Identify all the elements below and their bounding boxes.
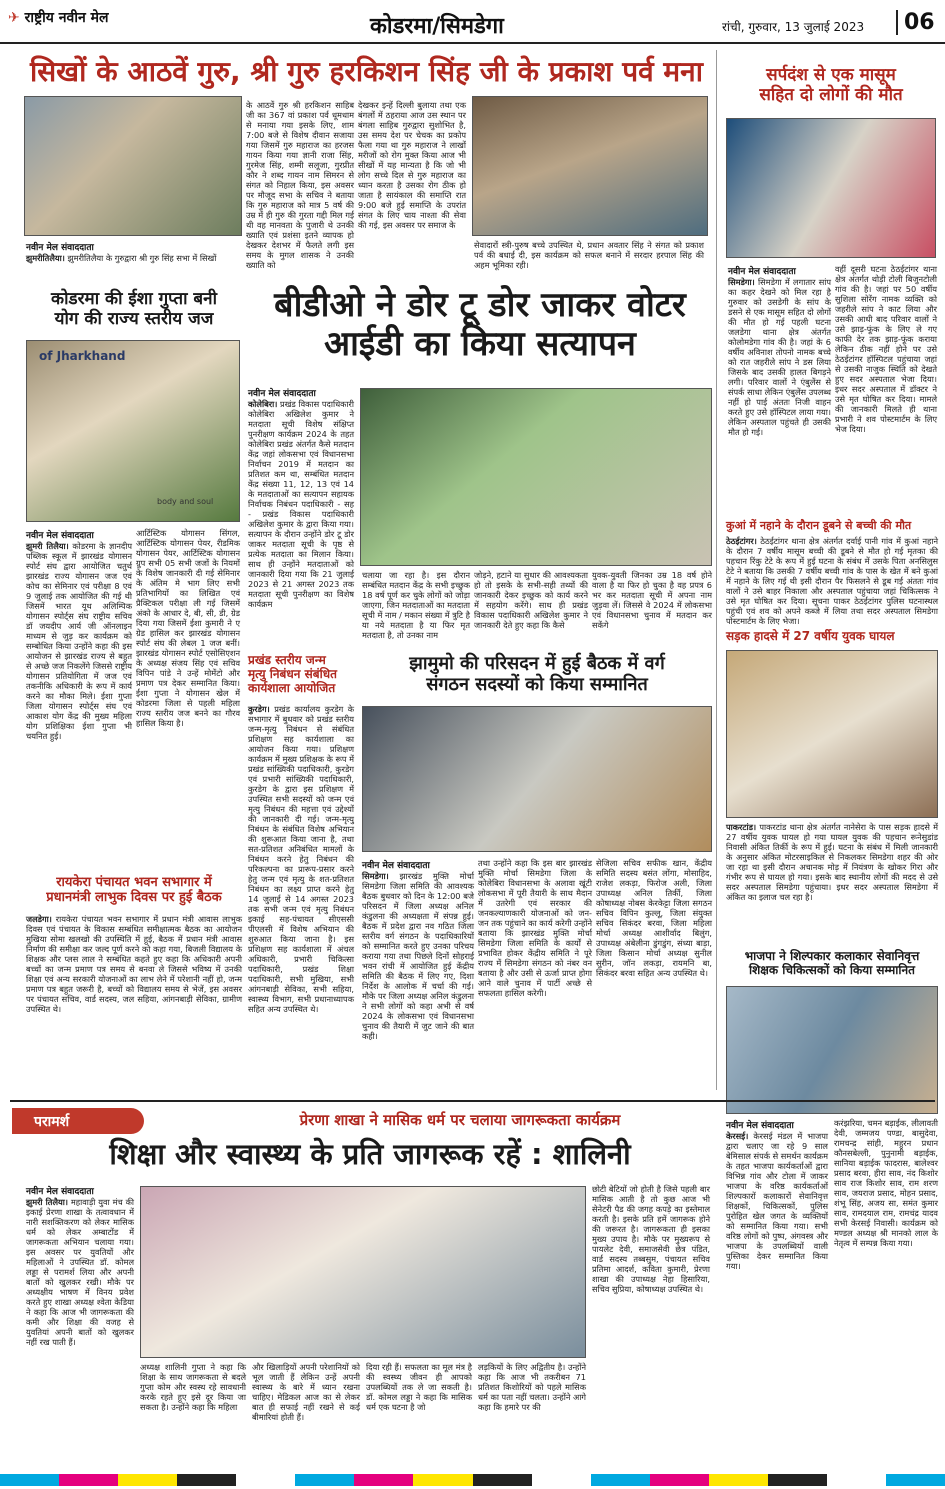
headline-line: सहित दो लोगों की मौत: [759, 84, 903, 105]
dateline: कुरडेग।: [248, 704, 270, 714]
story-shalini-col6: छोटी बेटियों जो होती है जिसे पहली बार मासिक आती है तो कुछ आज भी सेनेटरी पैड की जगह कपड़े का इस्तेमाल करती है। इसके प्रति हमें जागरूक होने की जरूरत है। जागरूकता ही इसका मुख्य उपाय है। मौके पर मुख्यरूप से पायलेट देवी, समाजसेवी छेत्र पंडित, वार्ड सदस्य तब्बसुम, पंचायत सचिव प्रतिमा आदर्श, कविता कुमारी, प्रेरणा शाखा की उपाध्यक्ष नेहा हिसारिया, सचिव सुप्रिया, कोषाध्यक्ष उपस्थित थे।: [592, 1184, 710, 1294]
story-workshop-body: [248, 704, 354, 1094]
byline: नवीन मेल संवाददाता: [26, 531, 94, 541]
dateline: जलडेगा।: [26, 914, 52, 924]
brand-name: नवीन मेल: [58, 10, 109, 26]
headline-accident: सड़क हादसे में 27 वर्षीय युवक घायल: [726, 629, 895, 643]
story-jmm-col1: [362, 858, 474, 1093]
story-accident-body: [726, 822, 938, 946]
story-shalini-col1: [26, 1184, 134, 1465]
body-text: रायकेरा पंचायत भवन सभागार में प्रधान मंत्री आवास लाभुक दिवस एवं पंचायत के विकास सम्बंधित समीक्षात्मक बैठक का आयोजन मुखिया सोमा खलखो की उपस्थिति में हुई, बैठक में प्रधान मंत्री आवास निर्माण की समीक्षा कर जल्द पूर्ण करने को कहा गया, बिजली विद्यालय के शिक्षक और प्लस लाल ने सम्बंधित कहते हुए कहा कि अधिकारी अपनी बच्चों का जन्म प्रमाण पत्र समय से बनवा ले जिससे भविष्य में उनकी शिक्षा एवं अन्य सरकारी योजनाओं का लाभ लेने में परेशानी नहीं हो, जन्म प्रमाण पत्र बहुत जरूरी है, बच्चों को विद्यालय समय से भेजें, इस अवसर पर पंचायत सचिव, वार्ड सदस्य, जल सहिया, आंगनबाड़ी सेविका, ग्रामीण उपस्थित थे।: [26, 914, 242, 1014]
page-date: रांची, गुरुवार, 13 जुलाई 2023: [722, 20, 865, 34]
photo-banner-caption: body and soul: [157, 497, 214, 506]
headline-line: भाजपा ने शिल्पकार कलाकार सेवानिवृत्त: [744, 949, 920, 963]
story-isha-col1: [26, 528, 132, 871]
headline-bdo: [248, 286, 712, 364]
bird-logo-icon: ✈: [8, 10, 20, 26]
story-guru-col1: [26, 240, 241, 263]
story-jmm-col3: सेजिला सचिव सफीक खान, केंद्रीय समिति सदस्य बसंत लोंगा, मोसाहिद, राजेश लकड़ा, फिरोज अली, जिला उपाध्यक्ष अनिल तिर्की, जिला कोषाध्यक्ष नोबस केरकेट्टा जिला सगठन सचिव विपिन कुल्लू, जिला संयुक्त सचिव सिकंदर बरवा, जिला महिला मोर्चा अध्यक्ष आशीर्वाद बिलुंग, उपाध्यक्ष अंबेलीना डुंगडुंग, संध्या बाड़ा, जिला किसान मोर्चा अध्यक्ष सुनील सुरीन, जॉन लकड़ा, रायमनि बा, सिकंदर बरवा सहित अन्य उपस्थित थे।: [596, 858, 712, 978]
story-shalini-col5: लड़कियों के लिए अद्वितीय है। उन्होंने कहा कि आज भी तकरीबन 71 प्रतिशत किशोरियों को पहले मासिक धर्म का पता नहीं चलता। उन्होंने आगे कहा कि हमारे पर की: [478, 1362, 586, 1412]
headline-line: कार्यशाला आयोजित: [248, 680, 336, 695]
story-bdo-col4: युवक-युवती जिनका उम्र 18 वर्ष होने वाला है या फिर हो चुका है वह प्रपत्र 6 भर कर मतदाता सूची में अपना नाम जुड़वा लें। जिससे वे 2024 में लोकसभा एवं विधानसभा चुनाव में मतदान कर सकेंगे: [592, 570, 712, 630]
byline: नवीन मेल संवाददाता: [248, 389, 316, 399]
headline-line: रायकेरा पंचायत भवन सभागार में: [56, 875, 212, 890]
headline-line: आईडी का किया सत्यापन: [324, 324, 636, 365]
dateline: झुमरी तिलैया।: [26, 1197, 68, 1207]
photo-gurudwara-sangat: [24, 96, 242, 236]
headline-bjp: [726, 950, 938, 978]
story-bdo-col2: चलाया जा रहा है। इस दौरान सम्बंधित मतदान केंद्र के सभी इच्छुक 18 वर्ष पूर्ण कर चुके लोगों को जोड़ा जाएगा, जिन मतदाताओं का मतदाता सूची में नाम / मकान संख्या में त्रुटि है या नये मतदाता है या फिर मृत मतदाता है, तो उनका नाम: [362, 570, 470, 640]
byline: नवीन मेल संवाददाता: [26, 1187, 94, 1197]
print-color-bar: [0, 1474, 945, 1486]
byline: नवीन मेल संवाददाता: [728, 267, 796, 277]
story-guru-col2: के आठवें गुरु श्री हरकिशन साहिब जी का 367 वां प्रकाश पर्व धूमधाम से मनाया गया इसके लिए, शाम 7:00 बजे से विशेष दीवान सजाया गया जिसमें गुरु महाराज का हरजस गायन किया गया ज्ञानी राजा सिंह, गुरमेज सिंह, शम्मी सलूजा, गुरप्रीत कौर ने शब्द गायन नाम सिमरन से संगत को निहाल किया, इस अवसर पर मौजूद सभा के सचिव ने बताया कि गुरु महाराज को मात्र 5 वर्ष की उम्र में ही गुरु की गुरता गद्दी मिल गई थी वह मानवता के पुजारी थे उनकी ख्याति एवं प्रशंसा इतने व्यापक हो देखकर देशभर में फैलते लगी इस समय के मुगल शासक ने उनकी ख्याति को: [246, 100, 354, 270]
story-isha-col2: आर्टिस्टिक योगासन सिंगल, आर्टिस्टिक योगासन पेयर, रीडमिक योगासन पेयर, आर्टिस्टिक योगासन ग्रुप सभी 05 सभी जजों के नियमों के विशेष जानकारी दी गई सेमिनार के अंतिम मे भाग लिए सभी प्रतिभागियों का लिखित एवं प्रैक्टिकल परीक्षा ली गई जिसमें अंको के आधार दे, बी, सी, डी, ग्रेड दिया गया जिसमें ईशा कुमारी ने ए ग्रेड हासिल कर झारखंड योगासन स्पोर्ट संघ की लेबल 1 जज बनीं। झारखंड योगासन स्पोर्ट एसोसिएशन के अध्यक्ष संजय सिंह एवं सचिव विपिन पांडे ने उन्हें मोमेंटो और प्रमाण पत्र देकर सम्मानित किया। ईशा गुप्ता ने योगासन खेल में कोडरमा जिला से पहली महिला राज्य स्तरीय जज बनने का गौरव हासिल किया है।: [136, 528, 240, 728]
story-bdo-col1: [248, 386, 354, 655]
photo-awareness-program: [140, 1186, 586, 1358]
body-text: सिमडेगा में लगातार सांप का कहर देखने को मिल रहा है गुरुवार को उसडेगी के सांप के डसने से एक मासूम सहित दो लोगों की मौत हो गई पहली घटना जलडेगा थाना क्षेत्र अंतर्गत कोलोमडेगा गांव की है। जहां के 6 वर्षीय अविनाश तोपनो नामक बच्चे को रात जहरीले सांप ने डस लिया जिसके बाद उसकी हालत बिगड़ने लगी। परिवार वालों ने एंबुलेंस से संपर्क साधा लेकिन एंबुलेंस उपलब्ध नहीं हो पाई अंततः निजी वाहन करते हुए उसे हॉस्पिटल लाया गया। लेकिन अस्पताल पहुंचते ही उसकी मौत हो गई।: [728, 277, 832, 437]
headline-line: कोडरमा की ईशा गुप्ता बनी: [51, 289, 217, 309]
story-snake-col1: [728, 264, 831, 517]
column-divider: [716, 50, 717, 1090]
kicker-shalini: प्रेरणा शाखा ने मासिक धर्म पर चलाया जागरूकता कार्यक्रम: [299, 1111, 621, 1129]
headline-rayakera: [26, 876, 242, 906]
headline-line: प्रखंड स्तरीय जन्म: [248, 653, 326, 667]
photo-isha-award: [26, 340, 240, 522]
story-jmm-col2: तथा उन्होंने कहा कि इस बार झारखंड मुक्ति मोर्चा सिमडेगा जिला के कोलेबिरा विधानसभा के अलावा खूंटी लोकसभा में पूरी तैयारी के साथ मैदान में उतरेगी एवं सरकार की जनकल्याणकारी योजनाओं को जन-जन तक पहुंचाने का कार्य करेगी उन्होंने बताया कि झारखंड मुक्ति मोर्चा सिमडेगा जिला समिति के कार्यों से प्रभावित होकर केंद्रीय समिति ने पूरे राज्य में सिमडेगा संगठन को नंबर वन बताया है और उसी से ऊर्जा प्राप्त होगा आने वाले चुनाव में पार्टी अच्छे से सफलता हासिल करेगी।: [478, 858, 592, 998]
headline-line: मृत्यु निबंधन संबंधित: [248, 666, 337, 681]
masthead-brand: [8, 8, 108, 27]
dateline: केरसई।: [726, 1131, 749, 1141]
body-text: झुमरीतिलैया के गुरुद्वारा श्री गुरु सिंह सभा में सिखों: [67, 253, 217, 263]
headline-jmm: [362, 654, 712, 695]
body-text: प्रखंड कार्यालय कुरडेग के सभागार में बुधवार को प्रखंड स्तरीय जन्म-मृत्यु निबंधन से संबंधित प्रशिक्षण सह कार्यशाला का आयोजन किया गया। प्रशिक्षण कार्यक्रम में मुख्य प्रशिक्षक के रूप में प्रखंड सांख्यिकी पदाधिकारी, कुरडेग एवं प्रभारी सांख्यिकी पदाधिकारी, कुरडेग के द्वारा इस प्रशिक्षण में उपस्थित सभी सदस्यों को जन्म एवं मृत्यु निबंधन की महत्ता एवं उद्देश्यों की जानकारी दी गई। जन्म-मृत्यु निबंधन के संबंधित विशेष अभियान की शुरूआत किया जाना है, तथा सत-प्रतिशत अनिबंधित मामलों के निबंधन करने हेतु निबंधन की परिकल्पना का प्रारूप-प्रसार करने हेतु जन्म एवं मृत्यु के शत-प्रतिशत निबंधन का लक्ष्य प्राप्त करने हेतु 14 जुलाई से 14 अगस्त 2023 तक सभी जन्म एवं मृत्यु निबंधन इकाई सह-पंचायत सीएससी पीएलसी में विशेष अभियान की शुरुआत किया जाना है। इस प्रशिक्षण सह कार्यशाला में अंचल अधिकारी, प्रभारी चिकित्सा पदाधिकारी, प्रखंड शिक्षा पदाधिकारी, सभी मुखिया, सभी आंगनबाड़ी सेविका, सभी सहिया, स्वास्थ्य विभाग, सभी प्रधानाध्यापक सहित अन्य उपस्थित थे।: [248, 704, 354, 1014]
byline: नवीन मेल संवाददाता: [26, 243, 94, 253]
body-text: ठेठईटांगर थाना क्षेत्र अंतर्गत दर्वाई पानी गांव में कुआं नहाने के दौरान 7 वर्षीय मासूम बच्ची की डूबने से मौत हो गई मृतका की पहचान रिंकु टेटे के रूप में हुई घटना के संबंध में उसके पिता अनसिलुस टेटे ने बताया कि उसकी 7 वर्षीय बच्ची गांव के पास के खेत में बने कुआं में नहाने के लिए गई थी इसी दौरान पैर फिसलने से डूब गई अंततः गांव वालों ने उसे बाहर निकाला और अस्पताल पहुंचाया जहां चिकित्सक ने उसे मृत घोषित कर दिया। सूचना पाकर ठेठईटांगर पुलिस घटनास्थल पहुंची एवं शव को अपने कब्जे में लिया तथा सदर अस्पताल सिमडेगा पोस्टमार्टम के लिए भेजा।: [726, 536, 939, 626]
dateline: पाकरटांड।: [726, 822, 757, 832]
photo-bjp-felicitation: [726, 986, 938, 1114]
headline-snake: [726, 66, 936, 105]
story-well-body: [726, 536, 938, 626]
photo-jmm-meeting: [362, 706, 712, 852]
story-bjp-col1: [726, 1118, 828, 1461]
byline: नवीन मेल संवाददाता: [726, 1121, 794, 1131]
photo-bdo-verification: [360, 388, 712, 566]
section-title: कोडरमा/सिमडेगा: [370, 14, 504, 39]
brand-prefix: राष्ट्रीय: [24, 10, 54, 26]
photo-accident-victim: [726, 650, 938, 818]
photo-hospital-ward: [726, 118, 936, 258]
body-text: प्रखंड विकास पदाधिकारी कोलेबिरा अखिलेश कुमार ने मतदाता सूची विशेष संक्षिप्त पुनरीक्षण कार्यक्रम 2024 के तहत कोलेबिरा प्रखंड अंतर्गत कैसे मतदान केंद्र जहां लोकसभा एवं विधानसभा निर्वाचन 2019 में मतदान का प्रतिशत कम था, सम्बंधित मतदान केंद्र संख्या 11, 12, 13 एवं 14 के मतदाताओं का सत्यापन सहायक निर्वाचक निबंधन पदाधिकारी - सह - प्रखंड विकास पदाधिकारी अखिलेश कुमार के द्वारा किया गया। सत्यापन के दौरान उन्होंने डोर टू डोर जाकर मतदाता सूची के पृष्ठ से प्रत्येक मतदाता का मिलान किया। साथ ही उन्होंने मतदाताओं को जानकारी दिया गया कि 21 जुलाई 2023 से 21 अगस्त 2023 तक मतदाता सूची पुनरीक्षण का विशेष कार्यक्रम: [248, 399, 354, 609]
headline-line: प्रधानमंत्री लाभुक दिवस पर हुई बैठक: [46, 889, 222, 905]
photo-gurudwara-hall: [472, 96, 708, 236]
story-snake-col2: वहीं दूसरी घटना ठेठईटांगर थाना क्षेत्र अंतर्गत थोड़ी टोली बिजुनटोली गांव की है। जहां पर 50 वर्षीय सुशिला सोरेंग नामक व्यक्ति को जहरीले सांप ने काट लिया और उसकी आधी बाद परिवार वालों ने उसे झाड़-फूंक के लिए ले गए काफी देर तक झाड़-फूंक कराया लेकिन ठीक नहीं होने पर उसे ठेठईटांगर हॉस्पिटल पहुंचाया जहां से उसकी नाजुक स्थिति को देखते हुए सदर अस्पताल भेजा दिया। इधर सदर अस्पताल में डॉक्टर ने उसे मृत घोषित कर दिया। मामले की जानकारी मिलते ही थाना प्रभारी ने शव पोस्टमार्टम के लिए भेज दिया।: [835, 264, 937, 434]
dateline: कोलेबिरा।: [248, 399, 278, 409]
page-number: 06: [896, 10, 935, 35]
body-text: केरसई मंडल में भाजपा द्वारा चलाए जा रहे 9 साल बेमिसाल संपर्क से समर्थन कार्यक्रम के तहत भाजपा कार्यकर्ताओं द्वारा विभिन्न गांव और टोला में जाकर भाजपा के वरिष्ठ कार्यकर्ताओं शिल्पकारों कलाकारों सेवानिवृत्त शिक्षकों, चिकित्सकों, पुलिस पुरोहित खेल जगत के व्यक्तियों को सम्मानित किया गया। सभी वरिष्ठ लोगों को पुष्प, अंगवस्त्र और भाजपा के उपलब्धियों वाली पुस्तिका देकर सम्मानित किया गया।: [726, 1131, 828, 1271]
dateline: झुमरी तिलैया।: [26, 541, 69, 551]
story-shalini-col4: दिया रही हैं। सफलता का मूल मंत्र है की स्वस्थ्य जीवन ही आपको उपलब्धियों तक ले जा सकती है। डॉ. कोमल लड्डा ने कहा कि मासिक धर्म एक घटना है जो: [366, 1362, 472, 1412]
dateline: झुमरीतिलैया।: [26, 253, 65, 263]
story-bjp-col2: करंझरिया, चमन बड़ाईक, लीलावती देवी, जम्मजय पण्डा, बासुदेवा, रामचन्द्र सांही, महुरन प्रधान कौनसबेल्ली, पुनुनामी बड़ाईक, सानिया बड़ाईक फादरास, बालेश्वर प्रसाद बरवा, हीरा साव, नंद किशोर साव राज किशोर साव, राम शरण साव, जयराज प्रसाद, मोहन प्रसाद, शंभू सिंह, अजय सा, समंत कुमार साव, रामदयाल राम, रामचंद्र यादव सभी केरसई निवासी। कार्यक्रम को मण्डल अध्यक्ष श्री मानको लाल के नेतृत्व में सम्पन्न किया गया।: [834, 1118, 938, 1248]
body-text: पाकरटांड थाना क्षेत्र अंतर्गत नानेसेरा के पास सड़क हादसे में 27 वर्षीय युवक घायल हो गया घायल युवक की पहचान रूनेसुडांड निवासी अंकित तिर्की के रूप में हुई। घटना के संबंध में मिली जानकारी के अनुसार अंकित मोटरसाइकिल से निकलकर सिमडेगा शहर की ओर जा रहा था इसी दौरान अचानक मोड़ में नियंत्रण के खोकर गिरा और गंभीर रूप से घायल हो गया। इसके बाद स्थानीय लोगों की मदद से उसे सदर अस्पताल सिमडेगा पहुंचाया। इधर सदर अस्पताल सिमडेगा में अंकित का इलाज चल रहा है।: [726, 822, 938, 902]
section-divider: [10, 1100, 935, 1102]
paramarsh-tag: परामर्श: [12, 1108, 144, 1134]
body-text: कोडरमा के ज्ञानदीप पब्लिक स्कूल में झारखंड योगासन स्पोर्ट संघ द्वारा आयोजित चतुर्थ झारखंड राज्य योगासन जज एवं कोच का सेमिनार एवं परीक्षा 8 एवं 9 जुलाई तक आयोजित की गई थी जिसमें भारत यूथ अलिम्पिक योगासन स्पोर्ट्स संघ राष्ट्रीय सचिव डॉ जयदीप आर्य जी ऑनलाइन माध्यम से जुड़ कर कार्यक्रम को सम्बोधित किया उन्होंने कहा की इस आयोजन से झारखंड राज्य से बहुत से अच्छे जज निकलेंगे जिससे राष्ट्रीय योगासन प्रतियोगिता में जज एवं तकनीकि अधिकारी के रूप में कार्य करने का मौका मिले। ईशा गुप्ता जिला योगासन स्पोर्ट्स संघ एवं आकाश योग केंद्र की मुख्य महिला योग प्रशिक्षिका ईशा गुप्ता भी चयनित हुई।: [26, 541, 132, 741]
body-text: महावाड़ी युवा मंच की इकाई प्रेरणा शाखा के तत्वावधान में नारी सशक्तिकरण को लेकर मासिक धर्म को लेकर अम्बाटोंड में जागरूकता अभियान चलाया गया। इस अवसर पर युवतियों और महिलाओं ने उपस्थित डॉ. कोमल लड्डा से परामर्श लिया और अपनी बातों को खुलकर रखी। मौके पर अध्यक्षीय भाषण में विनय प्रवेश करते हुए शाखा अध्यक्ष श्वेता केडिया ने कहा कि आज भी जागरूकता की कमी और शिक्षा की वजह से युवतियां अपनी बातों को खुलकर नहीं रख पाती हैं।: [26, 1197, 134, 1347]
headline-line: योग की राज्य स्तरीय जज: [54, 308, 214, 329]
headline-line: शिक्षक चिकित्सकों को किया सम्मानित: [748, 962, 916, 977]
dateline: सिमडेगा।: [728, 277, 755, 287]
story-shalini-col3: और खिलाड़ियों अपनी परेशानियों को भूल जाती हैं लेकिन उन्हें अपनी स्वास्थ्य के बारे में ध्यान रखना चाहिए। मेडिकल आज का से लेकर बात ही सफाई नहीं रखने से कई बीमारियां होती हैं।: [252, 1362, 360, 1422]
story-guru-col4: सेवादारों स्त्री-पुरुष बच्चे उपस्थित थे, प्रधान अवतार सिंह ने संगत को प्रकाश पर्व की बधाई दी, इस कार्यक्रम को सफल बनाने में सरदार हरपाल सिंह की अहम भूमिका रही।: [474, 240, 704, 270]
story-guru-col3: देखकर इन्हें दिल्ली बुलाया तथा एक बंगलों में ठहराया आज उस स्थान पर बंगला साहिब गुरुद्वारा सुशोभित है, उस समय देश पर चेचक का प्रकोप फैला गया था गुरु महाराज ने लाखों मरीजों को रोग मुक्त किया आज भी सीखों में यह मान्यता है कि जो भी लोग सच्चे दिल से गुरु महाराज का ध्यान करता है उसका रोग ठीक हो जाता है सायंकाल की समाप्ति रात 9:00 बजे हुई समाप्ति के उपरांत संगत के लिए चाय नाश्ता की सेवा की गई, इस अवसर पर समाज के: [358, 100, 466, 230]
headline-guru: सिखों के आठवें गुरु, श्री गुरु हरकिशन सिंह जी के प्रकाश पर्व मना: [30, 55, 703, 88]
byline: नवीन मेल संवाददाता: [362, 861, 430, 871]
page-header: [0, 0, 945, 44]
headline-isha: [28, 290, 240, 329]
headline-line: संगठन सदस्यों को किया सम्मानित: [426, 673, 648, 695]
headline-line: बीडीओ ने डोर टू डोर जाकर वोटर: [274, 285, 686, 325]
story-bdo-col3: जोड़ने, हटाने या सुधार की आवश्यकता हो तो इसके के सभी-सही तथ्यों की जानकारी देकर इच्छुक को कार्य करने में सहयोग करेंगे। साथ ही प्रखंड विकास पदाधिकारी अखिलेश कुमार ने जानकारी देते हुए कहा कि कैसे: [474, 570, 588, 630]
story-shalini-col2: अध्यक्ष शालिनी गुप्ता ने कहा कि शिक्षा के साथ जागरूकता से बदले गुप्ता कोम और स्वस्थ रहे सावधानी करके रहते हुए इसे दूर किया जा सकता है। उन्होंने कहा कि महिला: [140, 1362, 246, 1412]
headline-line: झामुमो की परिसदन में हुई बैठक में वर्ग: [409, 653, 665, 674]
dateline: सिमडेगा।: [362, 871, 389, 881]
story-rayakera-body: [26, 914, 242, 1096]
headline-line: सर्पदंश से एक मासूम: [766, 65, 896, 85]
photo-banner-text: of Jharkhand: [39, 349, 126, 363]
body-text: झारखंड मुक्ति मोर्चा सिमडेगा जिला समिति की आवश्यक बैठक बुधवार को दिन के 12:00 बजे परिसदन में जिला अध्यक्ष अनिल कंडुलना की अध्यक्षता में संपन्न हुई। बैठक में प्रदेश द्वारा नव गठित जिला स्तरीय वर्ग संगठन के पदाधिकारियों को सम्मानित करते हुए उनका परिचय कराया गया तथा पिछले दिनों सोहराई भवन रांची में आयोजित हुई केंद्रीय समिति की बैठक में लिए गए, दिशा निर्देश के आलोक में चर्चा की गई। मौके पर जिला अध्यक्ष अनिल कंडुलना ने सभी लोगों को कहा अभी से वर्ष 2024 के लोकसभा एवं विधानसभा चुनाव की तैयारी में जुट जाने की बात कही।: [362, 871, 474, 1041]
headline-workshop: [248, 654, 354, 695]
headline-shalini: शिक्षा और स्वास्थ्य के प्रति जागरूक रहें : शालिनी: [109, 1137, 631, 1171]
headline-well: कुआं में नहाने के दौरान डूबने से बच्ची की मौत: [726, 519, 912, 532]
dateline: ठेठईटांगर।: [726, 536, 757, 546]
